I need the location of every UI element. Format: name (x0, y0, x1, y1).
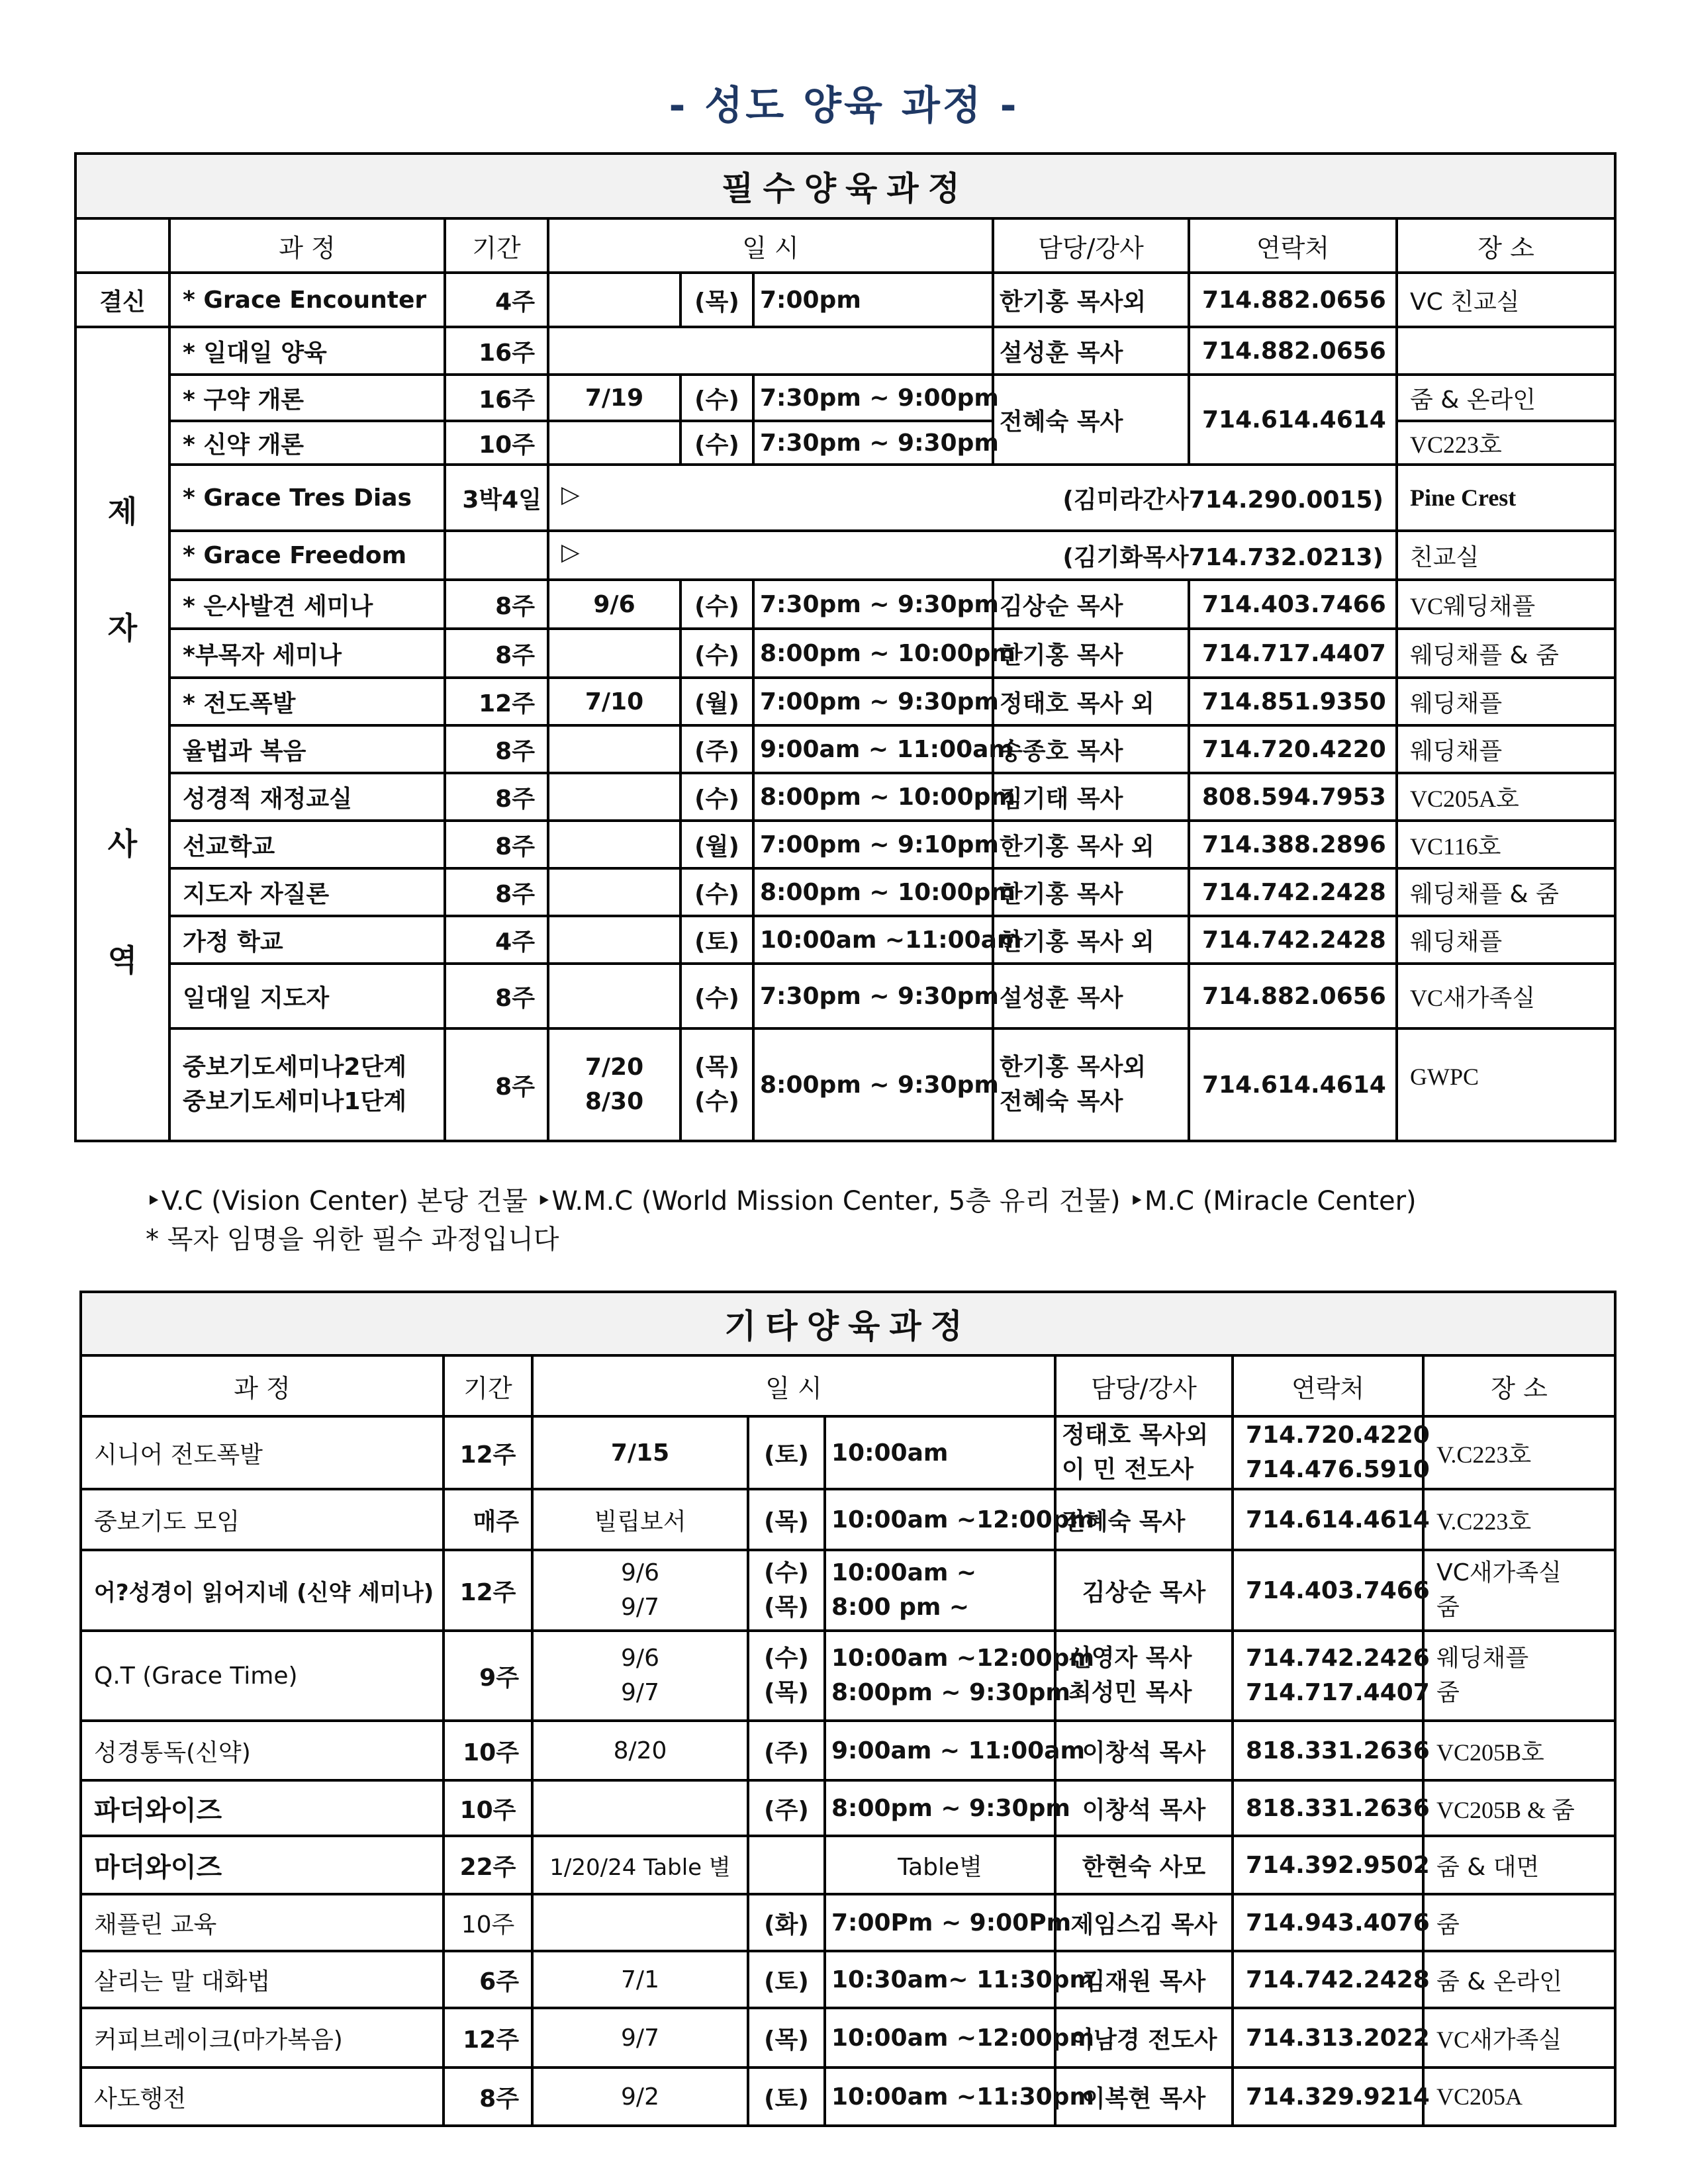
course-day: (월) (680, 821, 753, 868)
course-duration: 12주 (444, 1550, 532, 1631)
course-location: 줌 (1423, 1894, 1615, 1951)
course-time: 10:00am ~12:00pm (825, 1489, 1055, 1550)
course-location: V.C223호 (1423, 1416, 1615, 1489)
course-date: 7/10 (548, 678, 680, 725)
course-instructor: 설성훈 목사 (993, 964, 1189, 1028)
course-time: 7:30pm ~ 9:30pm (753, 580, 993, 629)
header-datetime: 일 시 (532, 1355, 1055, 1416)
course-instructor: 한기홍 목사 외 (993, 916, 1189, 964)
course-time-line: 10:00am ~12:00pm (831, 1644, 1094, 1672)
course-instructor: 이복현 목사 (1055, 2068, 1233, 2126)
course-day (748, 1836, 825, 1894)
course-name: 일대일 지도자 (169, 964, 445, 1028)
header-duration: 기간 (445, 218, 548, 273)
course-date: 8/20 (532, 1721, 748, 1780)
course-day (748, 1631, 825, 1721)
course-duration: 8주 (445, 629, 548, 678)
course-instructor: 김상순 목사 (993, 580, 1189, 629)
course-date-line: 7/20 (585, 1053, 644, 1081)
course-contact: 714.392.9502 (1233, 1836, 1423, 1894)
header-instructor: 담당/강사 (993, 218, 1189, 273)
course-instructor: 한기홍 목사 (993, 868, 1189, 916)
course-location-line: VC새가족실 (1436, 1559, 1562, 1586)
course-instructor-line: 한기홍 목사외 (1000, 1053, 1147, 1081)
course-contact: 714.742.2428 (1233, 1951, 1423, 2008)
other-courses-table (79, 1291, 1617, 2127)
course-date: 1/20/24 Table 별 (532, 1836, 748, 1894)
table-row (75, 1028, 1615, 1141)
course-name: * 은사발견 세미나 (169, 580, 445, 629)
course-date-line: 9/7 (621, 1679, 659, 1706)
course-instructor: 전혜숙 목사 (1055, 1489, 1233, 1550)
course-contact-line: 714.720.4220 (1246, 1421, 1430, 1449)
course-name: 채플린 교육 (81, 1894, 444, 1951)
course-name: 시니어 전도폭발 (81, 1416, 444, 1489)
course-instructor: 김기태 목사 (993, 773, 1189, 821)
required-header-row (75, 218, 1615, 273)
table-row (75, 465, 1615, 531)
course-day: (월) (680, 678, 753, 725)
course-location (1397, 327, 1615, 375)
course-date-line: 9/7 (621, 1594, 659, 1621)
course-name: * Grace Encounter (169, 273, 445, 327)
course-time: 8:00pm ~ 10:00pm (753, 773, 993, 821)
course-location: 줌 & 대면 (1423, 1836, 1615, 1894)
course-contact: 714.742.2428 (1189, 916, 1397, 964)
course-instructor-line: 전혜숙 목사 (1000, 1088, 1123, 1115)
course-location-line: 줌 (1436, 1679, 1460, 1706)
course-date (548, 1028, 680, 1141)
header-location: 장 소 (1423, 1355, 1615, 1416)
course-date (548, 273, 680, 327)
course-contact: 714.742.2428 (1189, 868, 1397, 916)
course-location: 웨딩채플 (1397, 678, 1615, 725)
course-contact: 818.331.2636 (1233, 1780, 1423, 1836)
course-name: 마더와이즈 (81, 1836, 444, 1894)
course-day: (토) (748, 1951, 825, 2008)
course-name: 어?성경이 읽어지네 (신약 세미나) (81, 1550, 444, 1631)
course-date (548, 868, 680, 916)
course-date (548, 725, 680, 773)
course-day-line: (목) (694, 1053, 739, 1081)
course-location: GWPC (1397, 1028, 1615, 1141)
course-contact: 714.388.2896 (1189, 821, 1397, 868)
group-label-char: 사 (107, 826, 138, 862)
course-time: 10:30am~ 11:30pm (825, 1951, 1055, 2008)
course-contact (1233, 1631, 1430, 1721)
course-date: 9/6 (548, 580, 680, 629)
course-instructor: 이창석 목사 (1055, 1721, 1233, 1780)
course-day: (주) (748, 1780, 825, 1836)
header-location: 장 소 (1397, 218, 1615, 273)
course-day-line: (목) (764, 1594, 809, 1621)
course-location (1423, 1631, 1615, 1721)
course-name-line: 중보기도세미나1단계 (183, 1088, 407, 1115)
course-day: (수) (680, 375, 753, 421)
table-row (75, 725, 1615, 773)
course-contact: 714.851.9350 (1189, 678, 1397, 725)
course-duration: 8주 (444, 2068, 532, 2126)
table-row (81, 1836, 1615, 1894)
course-date (548, 821, 680, 868)
course-instructor: 이창석 목사 (1055, 1780, 1233, 1836)
course-day: (목) (748, 1489, 825, 1550)
table-row (75, 531, 1615, 580)
course-instructor-line: 정태호 목사외 (1062, 1421, 1209, 1449)
course-day: (토) (748, 2068, 825, 2126)
course-instructor-line: 이 민 전도사 (1062, 1456, 1194, 1483)
course-location: 웨딩채플 (1397, 725, 1615, 773)
course-time-line: 10:00am ~ (831, 1559, 977, 1586)
course-instructor: 김상순 목사 (1055, 1550, 1233, 1631)
course-date (532, 1631, 748, 1721)
course-location: VC223호 (1397, 421, 1615, 465)
course-time: 7:30pm ~ 9:30pm (753, 964, 993, 1028)
location-legend: ‣V.C (Vision Center) 본당 건물 ‣W.M.C (World Mission Center, 5층 유리 건물) ‣M.C (Miracle Center) (146, 1186, 1417, 1216)
course-contact: 714.313.2022 (1233, 2008, 1423, 2068)
course-date (532, 1894, 748, 1951)
course-time: 8:00pm ~ 10:00pm (753, 868, 993, 916)
course-contact: 818.331.2636 (1233, 1721, 1423, 1780)
course-day: (수) (680, 773, 753, 821)
course-instructor: 한기홍 목사 (993, 629, 1189, 678)
course-day-line: (수) (694, 1088, 739, 1115)
course-location: 웨딩채플 & 줌 (1397, 868, 1615, 916)
course-date (548, 421, 680, 465)
course-location: 줌 & 온라인 (1397, 375, 1615, 421)
course-name: Q.T (Grace Time) (81, 1631, 444, 1721)
course-date-line: 9/6 (621, 1644, 659, 1672)
table-row (75, 821, 1615, 868)
other-header-row (81, 1355, 1615, 1416)
course-duration: 6주 (444, 1951, 532, 2008)
course-instructor (993, 1028, 1189, 1141)
header-contact: 연락처 (1189, 218, 1397, 273)
course-location-line: 줌 (1436, 1594, 1460, 1621)
course-duration: 9주 (444, 1631, 532, 1721)
table-row (75, 916, 1615, 964)
course-date: 9/2 (532, 2068, 748, 2126)
table-row (81, 1631, 1615, 1721)
course-time: 9:00am ~ 11:00am (825, 1721, 1055, 1780)
course-contact-note (548, 465, 1397, 531)
course-contact: 714.614.4614 (1189, 375, 1397, 465)
course-name: 사도행전 (81, 2068, 444, 2126)
table-row (81, 2068, 1615, 2126)
course-day: (토) (680, 916, 753, 964)
course-location: VC205B호 (1423, 1721, 1615, 1780)
course-time: 8:00pm ~ 9:30pm (825, 1780, 1055, 1836)
course-date: 7/1 (532, 1951, 748, 2008)
course-name: * 구약 개론 (169, 375, 445, 421)
course-date-line: 9/6 (621, 1559, 659, 1586)
course-day-line: (목) (764, 1679, 809, 1706)
required-note: * 목자 임명을 위한 필수 과정입니다 (146, 1224, 559, 1255)
course-duration: 8주 (445, 821, 548, 868)
course-instructor: 정태호 목사 외 (993, 678, 1189, 725)
table-row (75, 375, 1615, 421)
course-contact-note (548, 531, 1397, 580)
course-datetime-empty (548, 327, 993, 375)
group-label-discipleship (75, 327, 169, 1141)
course-day: (수) (680, 421, 753, 465)
course-time: 7:00pm ~ 9:10pm (753, 821, 993, 868)
course-contact: 714.720.4220 (1189, 725, 1397, 773)
course-date: 빌립보서 (532, 1489, 748, 1550)
course-location: VC웨딩채플 (1397, 580, 1615, 629)
table-row (75, 868, 1615, 916)
course-contact-line: 714.717.4407 (1246, 1679, 1430, 1706)
course-duration: 10주 (444, 1721, 532, 1780)
course-time: 10:00am ~11:30pm (825, 2068, 1055, 2126)
course-time-line: 8:00pm ~ 9:30pm (831, 1679, 1070, 1706)
course-time: 10:00am (825, 1416, 1055, 1489)
course-date-line: 8/30 (585, 1088, 644, 1115)
table-row (81, 1780, 1615, 1836)
table-row (81, 1894, 1615, 1951)
course-instructor: 설성훈 목사 (993, 327, 1189, 375)
group-label-char: 역 (107, 942, 138, 978)
course-contact: 714.329.9214 (1233, 2068, 1423, 2126)
course-location: 웨딩채플 & 줌 (1397, 629, 1615, 678)
course-instructor: 김재원 목사 (1055, 1951, 1233, 2008)
table-row (75, 964, 1615, 1028)
course-day: (목) (748, 2008, 825, 2068)
header-duration: 기간 (444, 1355, 532, 1416)
header-contact: 연락처 (1233, 1355, 1423, 1416)
course-date (532, 1780, 748, 1836)
course-day: (주) (680, 725, 753, 773)
course-name (169, 1028, 445, 1141)
course-location: V.C223호 (1423, 1489, 1615, 1550)
required-courses-table (74, 152, 1617, 1142)
course-date: 9/7 (532, 2008, 748, 2068)
course-name: 지도자 자질론 (169, 868, 445, 916)
table-row (75, 773, 1615, 821)
course-name: * Grace Freedom (169, 531, 445, 580)
group-label-decision: 결신 (75, 273, 169, 327)
course-day: (수) (680, 868, 753, 916)
course-name: 성경통독(신약) (81, 1721, 444, 1780)
course-instructor (1055, 1416, 1233, 1489)
group-label-char: 제 (107, 494, 138, 529)
table-row (81, 1951, 1615, 2008)
course-location: 웨딩채플 (1397, 916, 1615, 964)
course-time-line: 8:00 pm ~ (831, 1594, 970, 1621)
course-duration: 8주 (445, 725, 548, 773)
table-row (75, 580, 1615, 629)
course-name: * 신약 개론 (169, 421, 445, 465)
course-duration (445, 531, 548, 580)
course-name: 선교학교 (169, 821, 445, 868)
course-duration: 3박4일 (445, 465, 548, 531)
course-time: 8:00pm ~ 9:30pm (753, 1028, 993, 1141)
course-instructor: 한기홍 목사외 (993, 273, 1189, 327)
header-blank (75, 218, 169, 273)
other-section-title: 기타양육과정 (81, 1292, 1615, 1355)
course-name: * 일대일 양육 (169, 327, 445, 375)
table-row (81, 2008, 1615, 2068)
course-duration: 10주 (444, 1894, 532, 1951)
course-name: *부목자 세미나 (169, 629, 445, 678)
course-time: 7:30pm ~ 9:00pm (753, 375, 993, 421)
table-row (81, 1489, 1615, 1550)
course-instructor: 한기홍 목사 외 (993, 821, 1189, 868)
course-contact: 714.614.4614 (1233, 1489, 1423, 1550)
course-day (680, 1028, 753, 1141)
group-label-char: 자 (107, 610, 138, 646)
header-course: 과 정 (169, 218, 445, 273)
course-location: 친교실 (1397, 531, 1615, 580)
course-time (825, 1550, 1055, 1631)
course-name: 율법과 복음 (169, 725, 445, 773)
course-day: (수) (680, 629, 753, 678)
header-course: 과 정 (81, 1355, 444, 1416)
course-duration: 10주 (445, 421, 548, 465)
course-contact: 714.882.0656 (1189, 964, 1397, 1028)
course-duration: 8주 (445, 773, 548, 821)
course-instructor: 송종호 목사 (993, 725, 1189, 773)
course-instructor: 이남경 전도사 (1055, 2008, 1233, 2068)
course-time: 7:00pm ~ 9:30pm (753, 678, 993, 725)
course-date (532, 1550, 748, 1631)
course-day: (화) (748, 1894, 825, 1951)
header-instructor: 담당/강사 (1055, 1355, 1233, 1416)
course-duration: 매주 (444, 1489, 532, 1550)
table-row (81, 1721, 1615, 1780)
course-name: * 전도폭발 (169, 678, 445, 725)
course-time: 8:00pm ~ 10:00pm (753, 629, 993, 678)
course-time: 7:00pm (753, 273, 993, 327)
course-instructor: 제임스김 목사 (1055, 1894, 1233, 1951)
course-duration: 16주 (445, 327, 548, 375)
course-duration: 4주 (445, 916, 548, 964)
course-instructor-line: 최성민 목사 (1068, 1679, 1192, 1706)
course-name: 커피브레이크(마가복음) (81, 2008, 444, 2068)
table-row (75, 629, 1615, 678)
course-duration: 8주 (445, 868, 548, 916)
course-location: VC205B & 줌 (1423, 1780, 1615, 1836)
course-contact: 714.403.7466 (1233, 1550, 1423, 1631)
course-location: VC116호 (1397, 821, 1615, 868)
course-contact: 714.614.4614 (1189, 1028, 1397, 1141)
course-date: 7/19 (548, 375, 680, 421)
course-time: 7:30pm ~ 9:30pm (753, 421, 993, 465)
course-name: 성경적 재정교실 (169, 773, 445, 821)
course-location: 줌 & 온라인 (1423, 1951, 1615, 2008)
course-duration: 10주 (444, 1780, 532, 1836)
course-name: 파더와이즈 (81, 1780, 444, 1836)
course-location: VC새가족실 (1397, 964, 1615, 1028)
course-contact: 714.882.0656 (1189, 273, 1397, 327)
course-day-line: (수) (764, 1644, 809, 1672)
course-time: 10:00am ~11:00am (753, 916, 993, 964)
table-row (75, 678, 1615, 725)
notes (146, 1182, 1417, 1259)
course-date (548, 964, 680, 1028)
arrow-icon: ▷ (561, 480, 580, 508)
course-day: (주) (748, 1721, 825, 1780)
course-duration: 12주 (444, 1416, 532, 1489)
course-instructor: 한현숙 사모 (1055, 1836, 1233, 1894)
page-title: - 성도 양육 과정 - (669, 83, 1019, 129)
course-day: (수) (680, 580, 753, 629)
course-time: Table별 (825, 1836, 1055, 1894)
course-duration: 8주 (445, 580, 548, 629)
course-name: 가정 학교 (169, 916, 445, 964)
course-date: 7/15 (532, 1416, 748, 1489)
course-name: 살리는 말 대화법 (81, 1951, 444, 2008)
course-instructor: 전혜숙 목사 (993, 375, 1189, 465)
course-duration: 8주 (445, 1028, 548, 1141)
course-contact: 714.943.4076 (1233, 1894, 1423, 1951)
course-time: 10:00am ~12:00pm (825, 2008, 1055, 2068)
course-name: 중보기도 모임 (81, 1489, 444, 1550)
course-time (825, 1631, 1094, 1721)
course-location: VC205A (1423, 2068, 1615, 2126)
course-contact: 808.594.7953 (1189, 773, 1397, 821)
table-row (81, 1550, 1615, 1631)
header-datetime: 일 시 (548, 218, 993, 273)
course-time: 9:00am ~ 11:00am (753, 725, 993, 773)
course-duration: 16주 (445, 375, 548, 421)
course-contact-line: 714.742.2426 (1246, 1644, 1430, 1672)
course-duration: 12주 (444, 2008, 532, 2068)
course-duration: 4주 (445, 273, 548, 327)
course-location-line: 웨딩채플 (1436, 1644, 1529, 1672)
course-day: (목) (680, 273, 753, 327)
arrow-icon: ▷ (561, 538, 580, 566)
course-location: VC새가족실 (1423, 2008, 1615, 2068)
required-section-title: 필수양육과정 (75, 154, 1615, 218)
course-contact: 714.882.0656 (1189, 327, 1397, 375)
course-duration: 8주 (445, 964, 548, 1028)
course-name: * Grace Tres Dias (169, 465, 445, 531)
course-day: (수) (680, 964, 753, 1028)
course-location: VC 친교실 (1397, 273, 1615, 327)
course-location: VC205A호 (1397, 773, 1615, 821)
course-instructor (1055, 1631, 1233, 1721)
course-time: 7:00Pm ~ 9:00Pm (825, 1894, 1055, 1951)
course-day-line: (수) (764, 1559, 809, 1586)
course-name-line: 중보기도세미나2단계 (183, 1053, 407, 1081)
course-location (1423, 1550, 1615, 1631)
table-row (81, 1416, 1615, 1489)
contact-note: (김미라간사714.290.0015) (1062, 486, 1383, 514)
course-duration: 22주 (444, 1836, 532, 1894)
contact-note: (김기화목사714.732.0213) (1062, 543, 1383, 571)
course-contact (1233, 1416, 1430, 1489)
course-day: (토) (748, 1416, 825, 1489)
course-day (748, 1550, 825, 1631)
course-date (548, 773, 680, 821)
course-location: Pine Crest (1397, 465, 1615, 531)
table-row (75, 327, 1615, 375)
course-duration: 12주 (445, 678, 548, 725)
course-date (548, 629, 680, 678)
course-contact-line: 714.476.5910 (1246, 1456, 1430, 1483)
course-contact: 714.717.4407 (1189, 629, 1397, 678)
table-row (75, 273, 1615, 327)
course-contact: 714.403.7466 (1189, 580, 1397, 629)
course-instructor-line: 신영자 목사 (1068, 1644, 1192, 1672)
course-date (548, 916, 680, 964)
